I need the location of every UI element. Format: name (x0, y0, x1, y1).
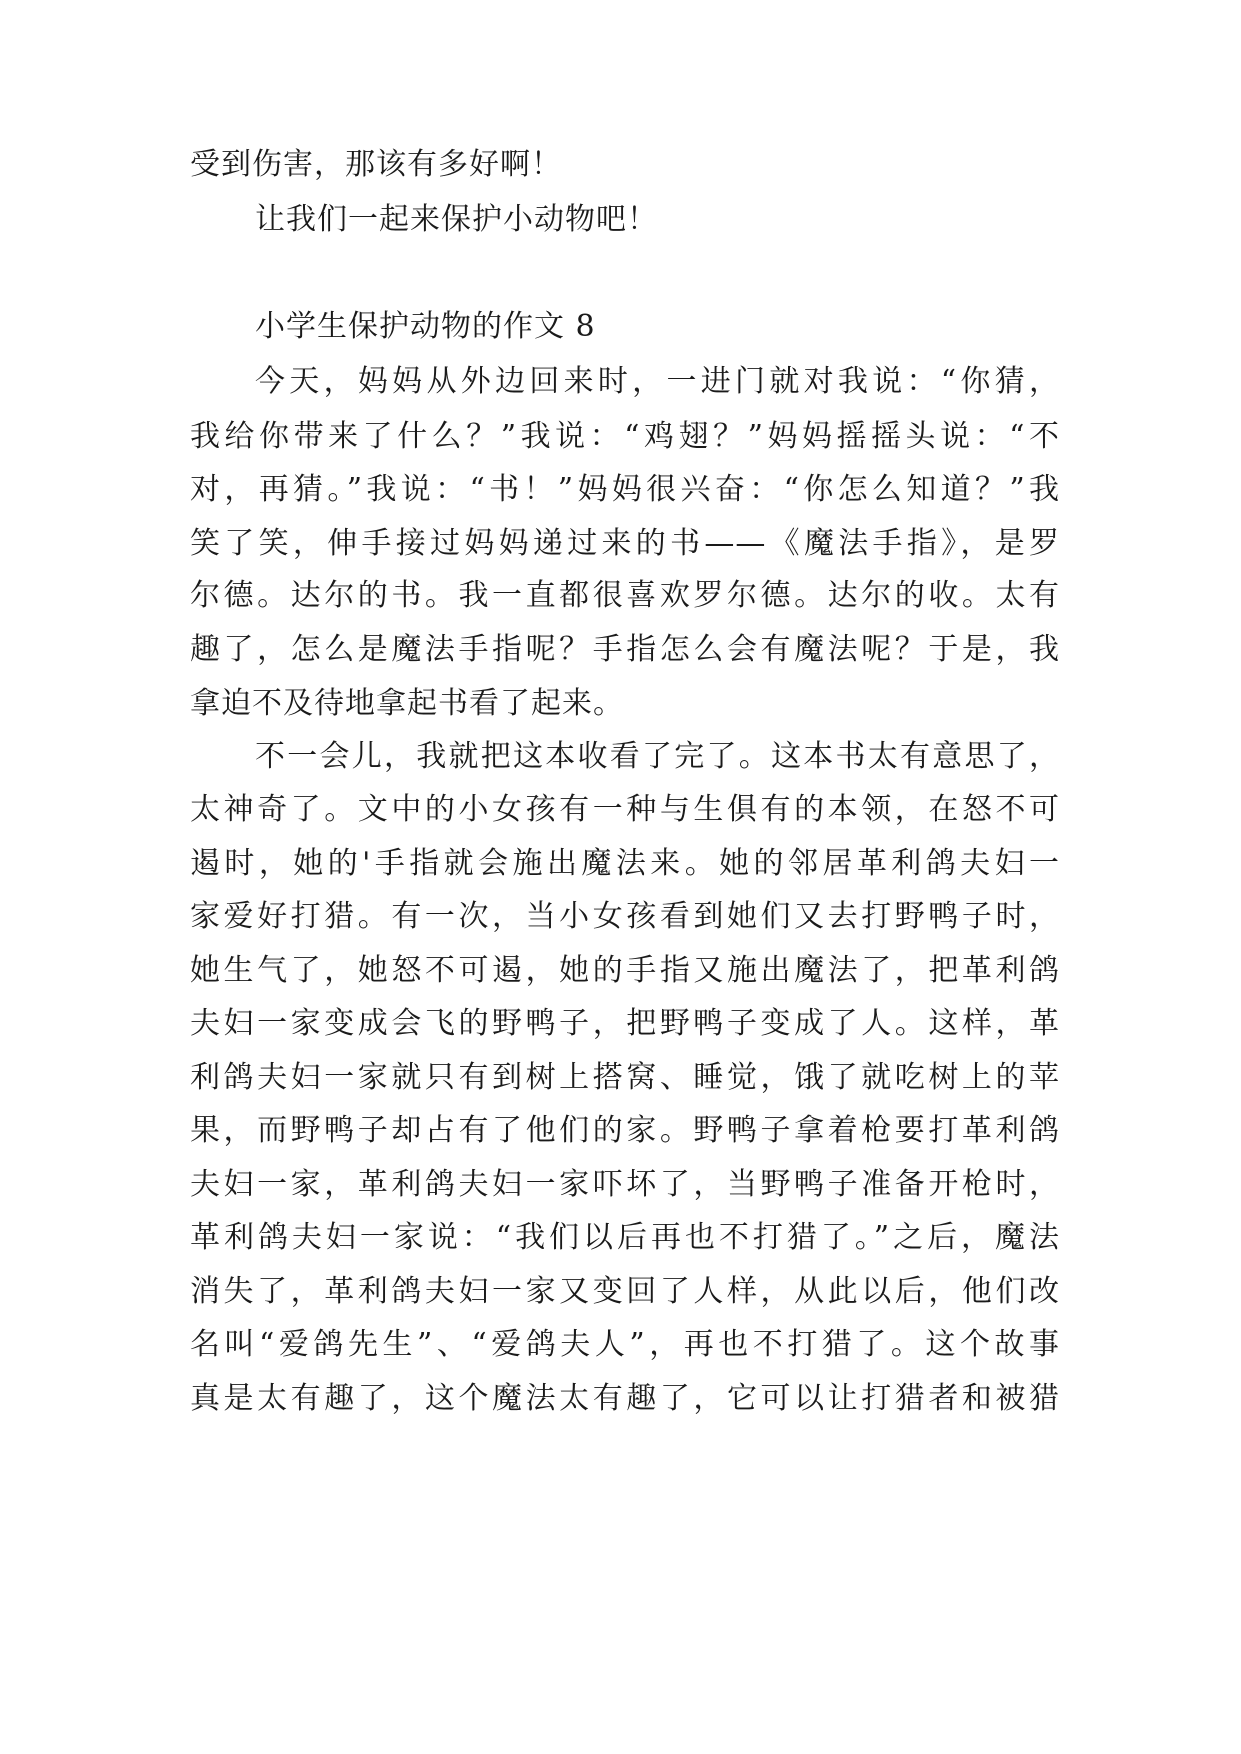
text-line: 对，再猜。”我说：“书！”妈妈很兴奋：“你怎么知道？”我 (190, 472, 1060, 507)
text-line: 名叫“爱鸽先生”、“爱鸽夫人”，再也不打猎了。这个故事 (190, 1327, 1060, 1362)
text-line: 果，而野鸭子却占有了他们的家。野鸭子拿着枪要打革利鸽 (190, 1113, 1060, 1148)
text-line: 革利鸽夫妇一家说：“我们以后再也不打猎了。”之后，魔法 (190, 1220, 1060, 1255)
text-line: 受到伤害，那该有多好啊！ (190, 147, 562, 182)
section-heading: 小学生保护动物的作文 8 (255, 309, 596, 344)
text-line: 家爱好打猎。有一次，当小女孩看到她们又去打野鸭子时， (190, 899, 1060, 934)
text-line: 笑了笑，伸手接过妈妈递过来的书——《魔法手指》，是罗 (190, 526, 1060, 561)
text-line: 夫妇一家变成会飞的野鸭子，把野鸭子变成了人。这样，革 (190, 1006, 1060, 1041)
text-line: 真是太有趣了，这个魔法太有趣了，它可以让打猎者和被猎 (190, 1381, 1060, 1416)
text-line: 消失了，革利鸽夫妇一家又变回了人样，从此以后，他们改 (190, 1274, 1060, 1309)
text-line: 利鸽夫妇一家就只有到树上搭窝、睡觉，饿了就吃树上的苹 (190, 1060, 1060, 1095)
text-line: 今天，妈妈从外边回来时，一进门就对我说：“你猜， (255, 364, 1060, 399)
text-line: 不一会儿，我就把这本收看了完了。这本书太有意思了， (255, 739, 1060, 774)
text-line: 让我们一起来保护小动物吧！ (255, 202, 658, 237)
text-line: 她生气了，她怒不可遏，她的手指又施出魔法了，把革利鸽 (190, 953, 1060, 988)
text-line: 遏时，她的'手指就会施出魔法来。她的邻居革利鸽夫妇一 (190, 846, 1060, 881)
text-line: 夫妇一家，革利鸽夫妇一家吓坏了，当野鸭子准备开枪时， (190, 1167, 1060, 1202)
text-line: 我给你带来了什么？”我说：“鸡翅？”妈妈摇摇头说：“不 (190, 419, 1060, 454)
text-line: 太神奇了。文中的小女孩有一种与生俱有的本领，在怒不可 (190, 792, 1060, 827)
text-line: 趣了，怎么是魔法手指呢？手指怎么会有魔法呢？于是，我 (190, 632, 1060, 667)
text-line: 拿迫不及待地拿起书看了起来。 (190, 686, 624, 721)
text-line: 尔德。达尔的书。我一直都很喜欢罗尔德。达尔的收。太有 (190, 578, 1060, 613)
